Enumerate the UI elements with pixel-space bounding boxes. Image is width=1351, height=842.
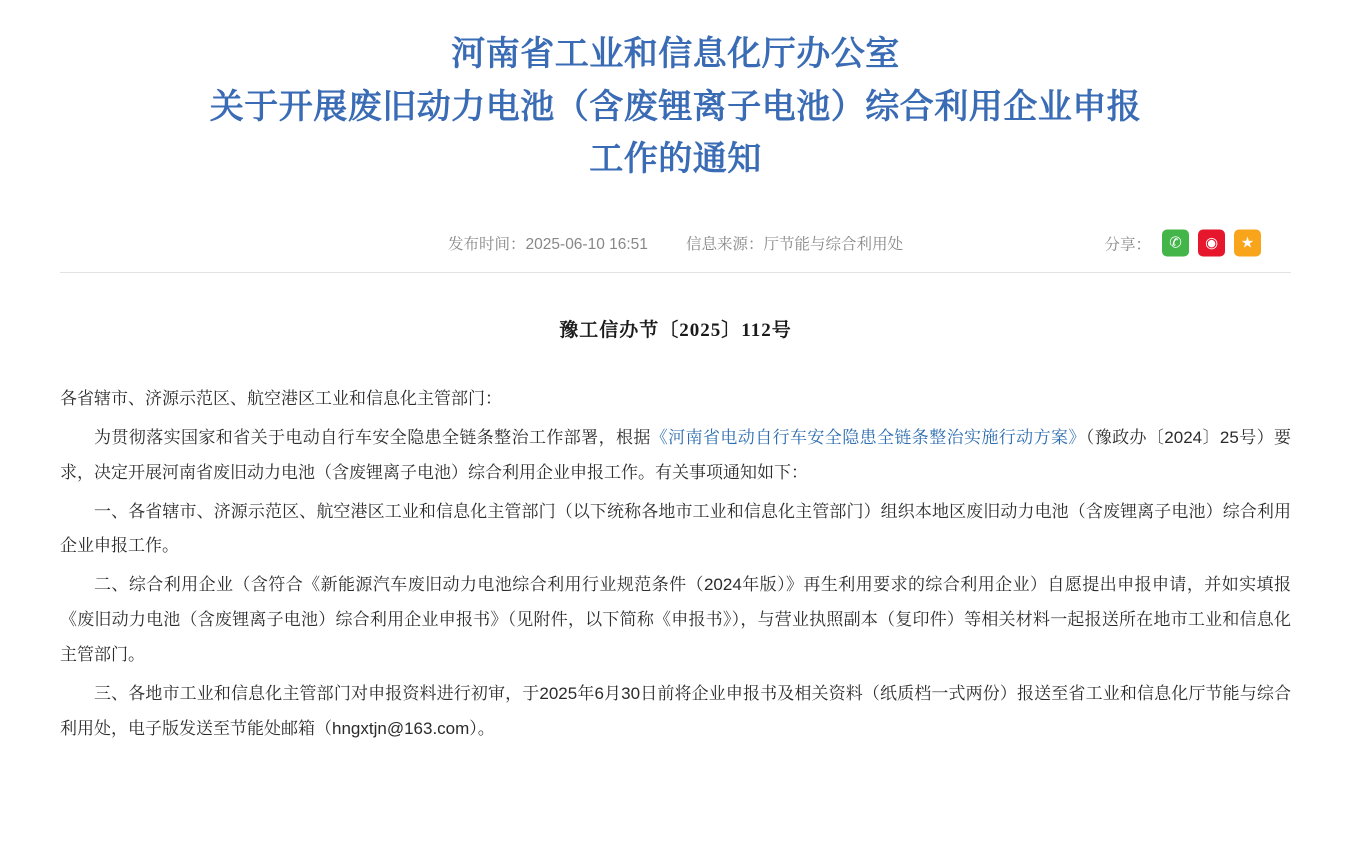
source-value: 厅节能与综合利用处 xyxy=(763,236,903,254)
source-label: 信息来源： xyxy=(685,236,764,254)
paragraph-salutation: 各省辖市、济源示范区、航空港区工业和信息化主管部门： xyxy=(60,389,502,409)
publish-time-value: 2025-06-10 16:51 xyxy=(525,236,648,254)
favorite-share-icon[interactable]: ★ xyxy=(1234,230,1261,257)
paragraph-background xyxy=(60,421,1291,491)
document-meta-bar xyxy=(0,220,1351,266)
policy-document-link[interactable]: 《河南省电动自行车安全隐患全链条整治实施行动方案》 xyxy=(650,427,1086,447)
meta-center xyxy=(448,232,903,254)
document-number: 豫工信办节〔2025〕112号 xyxy=(559,320,792,342)
share-label: 分享： xyxy=(1104,236,1151,254)
publish-time xyxy=(448,232,648,254)
background-suffix: （豫政办〔2024〕25号）要求，决定开展河南省废旧动力电池（含废锂离子电池）综合利用企业申报工作。有关事项通知如下： xyxy=(60,427,1292,482)
information-source xyxy=(686,232,903,254)
wechat-share-icon[interactable]: ✆ xyxy=(1162,230,1189,257)
paragraph-item-2: 二、综合利用企业（含符合《新能源汽车废旧动力电池综合利用行业规范条件（2024年版）》再生利用要求的综合利用企业）自愿提出申报申请，并如实填报《废旧动力电池（含废锂离子电池）综合利用企业申报书》（见附件，以下简称《申报书》），与营业执照副本（复印件）等相关材料一起报送所在地市工业和信息化主管部门。 xyxy=(60,575,1291,664)
document-body xyxy=(0,382,1351,790)
share-group xyxy=(1104,230,1261,257)
title-line-3: 工作的通知 xyxy=(589,140,762,179)
paragraph-item-1: 一、各省辖市、济源示范区、航空港区工业和信息化主管部门（以下统称各地市工业和信息化主管部门）组织本地区废旧动力电池（含废锂离子电池）综合利用企业申报工作。 xyxy=(60,501,1291,556)
paragraph-item-3: 三、各地市工业和信息化主管部门对申报资料进行初审，于2025年6月30日前将企业申报书及相关资料（纸质档一式两份）报送至省工业和信息化厅节能与综合利用处，电子版发送至节能处邮箱（hngxtjn@163.com）。 xyxy=(60,683,1291,738)
meta-divider xyxy=(60,272,1291,273)
title-line-1: 河南省工业和信息化厅办公室 xyxy=(451,35,900,73)
title-line-2: 关于开展废旧动力电池（含废锂离子电池）综合利用企业申报 xyxy=(209,87,1142,126)
background-prefix: 为贯彻落实国家和省关于电动自行车安全隐患全链条整治工作部署，根据 xyxy=(94,427,651,447)
page-title xyxy=(0,0,1351,186)
weibo-share-icon[interactable]: ◉ xyxy=(1198,230,1225,257)
publish-time-label: 发布时间： xyxy=(448,236,526,254)
